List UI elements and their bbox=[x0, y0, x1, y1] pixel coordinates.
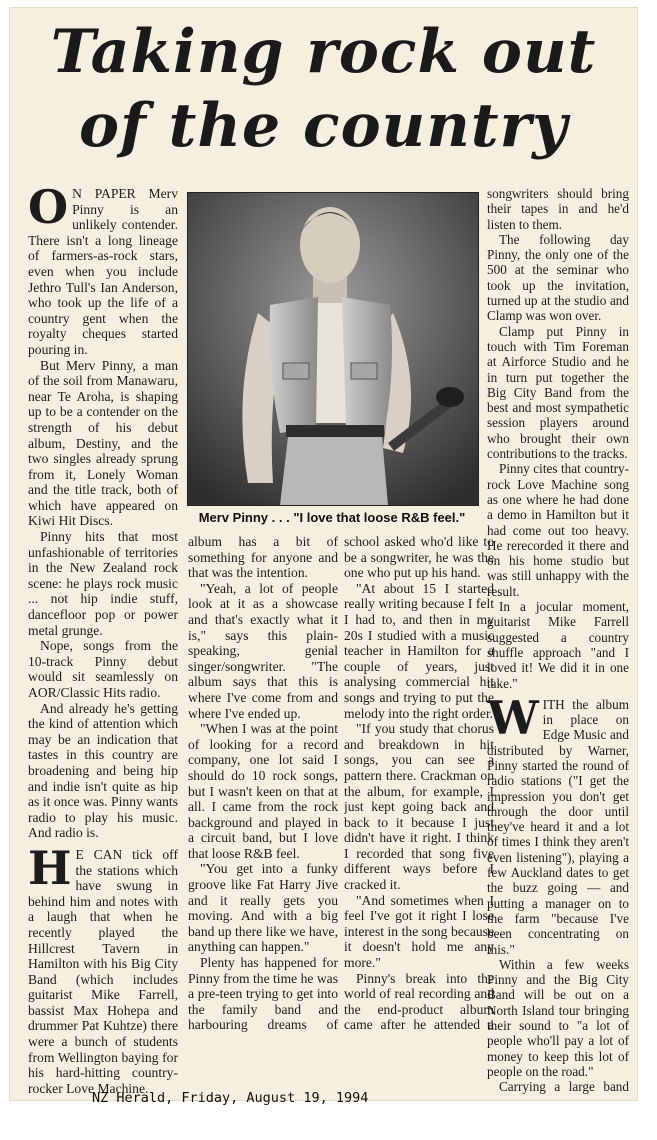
paragraph: And already he's getting the kind of attention which may be an indication that tastes in this country are broadening and being hip and indie isn't quite as hip as it once was. Pinny wants radio to play his music. And radio is. bbox=[28, 700, 178, 841]
dateline: NZ Herald, Friday, August 19, 1994 bbox=[92, 1090, 369, 1106]
drop-cap: O bbox=[28, 186, 69, 234]
paragraph: album has a bit of something for anyone and that was the intention. bbox=[188, 534, 338, 581]
paragraph: Pinny's break into the world of real recording and the end-product album came after he attended a bbox=[344, 970, 494, 1033]
paragraph: "If you study that chorus and breakdown in hit songs, you can see a pattern there. Crackman on the album, for example, I just kept going back and back to it because I just didn't have it right. I think I recorded that song five different ways before I cracked it. bbox=[344, 721, 494, 893]
article-column-2 bbox=[188, 534, 338, 1034]
article-column-3 bbox=[344, 534, 494, 1034]
musician-photo-illustration bbox=[188, 193, 478, 505]
paragraph: "Yeah, a lot of people look at it as a showcase and that's exactly what it is," says this plain-speaking, genial singer/songwriter. "The album says that this is where I've come from and where I've ended up. bbox=[188, 580, 338, 721]
paragraph: Nope, songs from the 10-track Pinny debut would sit seamlessly on AOR/Classic Hits radio. bbox=[28, 638, 178, 700]
article-photo bbox=[187, 192, 479, 506]
drop-cap: H bbox=[28, 840, 72, 895]
paragraph: "You get into a funky groove like Fat Harry Jive and it really gets you moving. And with a big band up there like we have, anything can happen." bbox=[188, 861, 338, 955]
paragraph bbox=[28, 840, 178, 1097]
paragraph: Plenty has happened for Pinny from the time he was a pre-teen trying to get into the family band and harbouring dreams of bbox=[188, 955, 338, 1033]
paragraph-text: ITH the album in place on Edge Music and distributed by Warner, Pinny started the round of radio stations ("I get the impression you don't get through the door until they've heard it and a lot of times I think they aren't even listening"), playing a few Auckland dates to get the buzz going — and putting a manager on to the farm "because I've been concentrating on this." bbox=[487, 696, 629, 957]
paragraph-text: N PAPER Merv Pinny is an unlikely contender. There isn't a long lineage of farmers-as-rock stars, even when you include Jethro Tull's Ian Anderson, who took up the life of a country gent when the royalty cheques started pouring in. bbox=[28, 186, 178, 357]
paragraph bbox=[28, 186, 178, 358]
paragraph: "When I was at the point of looking for a record company, one lot said I should do 10 rock songs, but I wasn't keen on that at all. I came from the rock background and played in a circuit band, but I love that loose R&B feel. bbox=[188, 721, 338, 861]
paragraph: In a jocular moment, guitarist Mike Farrell suggested a country shuffle approach "and I loved it! We did it in one take." bbox=[487, 599, 629, 691]
paragraph: Carrying a large band bbox=[499, 1079, 629, 1095]
paragraph: The following day Pinny, the only one of the 500 at the seminar who took up the invitation, turned up at the studio and Clamp was won over. bbox=[487, 231, 629, 324]
paragraph: But Merv Pinny, a man of the soil from Manawaru, near Te Aroha, is shaping up to be a contender on the strength of his debut album, Destiny, and the two singles already sprung from it, Lonely Woman and the title track, both of which have appeared on Kiwi Hit Discs. bbox=[28, 357, 178, 529]
paragraph: Clamp put Pinny in touch with Tim Foreman at Airforce Studio and he in turn put together the Big City Band from the best and most sympathetic session players around who brought their own contributions to the tracks. bbox=[487, 323, 629, 462]
headline-line-1: Taking rock out bbox=[50, 17, 597, 87]
paragraph-text: E CAN tick off the stations which have swung in behind him and notes with a laugh that when he recently played the Hillcrest Tavern in Hamilton with his Big City Band (which includes guitarist Mike Farrell, bassist Max Hohepa and drummer Pat Kuhtze) there were a bunch of students from Wellington baying for his hard-hitting country-rocker Love Machine. bbox=[28, 846, 178, 1096]
paragraph: "At about 15 I started really writing because I felt I had to, and then in my 20s I studied with a music teacher in Hamilton for a couple of years, just analysing commercial hit songs and trying to put the melody into the right order. bbox=[344, 580, 494, 721]
paragraph: Within a few weeks Pinny and the Big City Band will be out on a North Island tour bringing their sound to "a lot of people who'll pay a lot of money to keep this lot of people on the road." bbox=[487, 956, 629, 1079]
paragraph bbox=[487, 690, 629, 957]
paragraph: "And sometimes when I feel I've got it right I lose interest in the song because it doesn't hold me any more." bbox=[344, 892, 494, 971]
article-column-4 bbox=[487, 186, 629, 1096]
headline-line-2: of the country bbox=[78, 91, 569, 161]
paragraph: Pinny hits that most unfashionable of territories in the New Zealand rock scene: he plays rock music ... not hip indie stuff, dancefloor pop or power metal grunge. bbox=[28, 529, 178, 638]
photo-caption: Merv Pinny . . . "I love that loose R&B feel." bbox=[198, 510, 466, 525]
paragraph: Pinny cites that country-rock Love Machine song as one where he had done a demo in Hamilton but it had come out too heavy. He rerecorded it there and on his home studio but was still unhappy with the result. bbox=[487, 461, 629, 599]
newspaper-clipping bbox=[10, 8, 637, 1100]
article-column-1 bbox=[28, 186, 178, 1098]
drop-cap: W bbox=[487, 690, 539, 745]
paragraph: songwriters should bring their tapes in and he'd listen to them. bbox=[487, 186, 629, 232]
paragraph: school asked who'd like to be a songwriter, he was the one who put up his hand. bbox=[344, 534, 494, 581]
